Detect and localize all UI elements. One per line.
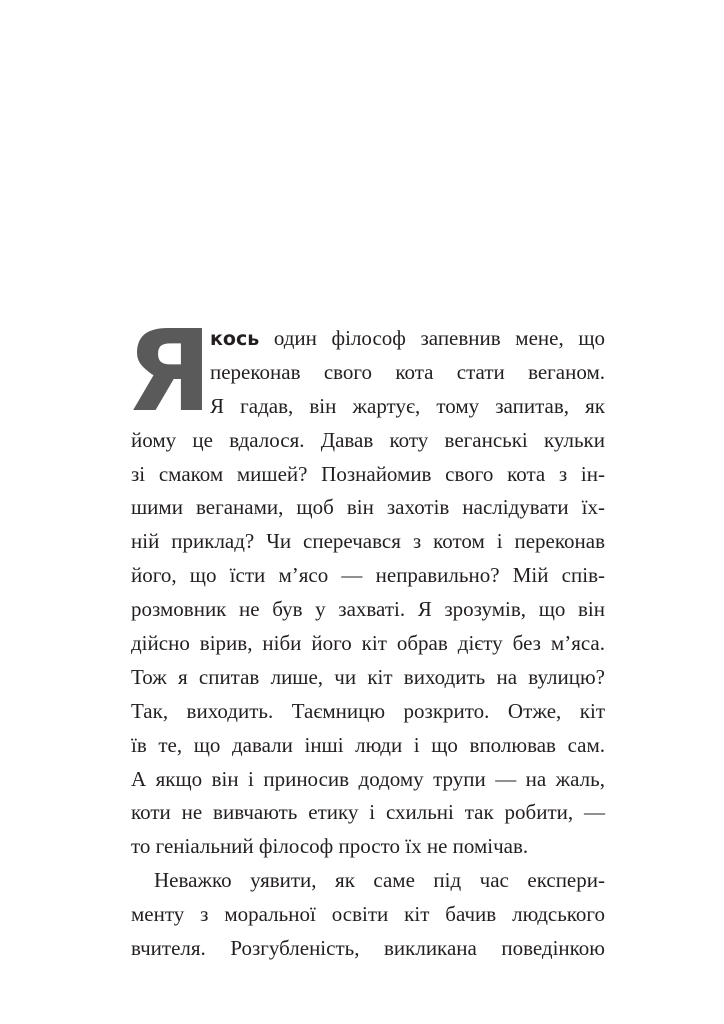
text-line-rest: один філософ запевнив мене, що — [259, 326, 605, 350]
text-line: переконав свого кота стати веганом. — [210, 359, 605, 384]
text-line: шими веганами, щоб він захотів наслідувати їх- — [131, 495, 605, 520]
text-line: коти не вивчають етику і схильні так робити, — — [131, 800, 605, 825]
text-line: їв те, що давали інші люди і що вполював сам. — [131, 732, 605, 757]
text-line: ній приклад? Чи сперечався з котом і переконав — [131, 529, 605, 554]
text-line: Тож я спитав лише, чи кіт виходить на вулицю? — [131, 664, 605, 689]
lead-word: кось — [210, 328, 260, 350]
text-line: розмовник не був у захваті. Я зрозумів, що він — [131, 597, 605, 622]
body-text — [126, 307, 605, 966]
text-line: то геніальний філософ просто їх не помічав. — [131, 834, 529, 859]
text-line: дійсно вірив, ніби його кіт обрав дієту без м’яса. — [131, 631, 605, 656]
text-line: Неважко уявити, як саме під час експери- — [154, 868, 605, 893]
text-line: зі смаком мишей? Познайомив свого кота з ін- — [131, 461, 605, 486]
drop-cap: Я — [126, 307, 211, 437]
text-line: його, що їсти м’ясо — неправильно? Мій спів- — [131, 563, 605, 588]
text-line: вчителя. Розгубленість, викликана поведінкою — [131, 936, 605, 961]
text-line: йому це вдалося. Давав коту веганські кульки — [131, 427, 605, 452]
text-line: А якщо він і приносив додому трупи — на жаль, — [131, 766, 605, 791]
text-line: Я гадав, він жартує, тому запитав, як — [210, 393, 605, 418]
text-line: менту з моральної освіти кіт бачив людського — [131, 902, 605, 927]
text-line: Так, виходить. Таємницю розкрито. Отже, кіт — [131, 698, 605, 723]
